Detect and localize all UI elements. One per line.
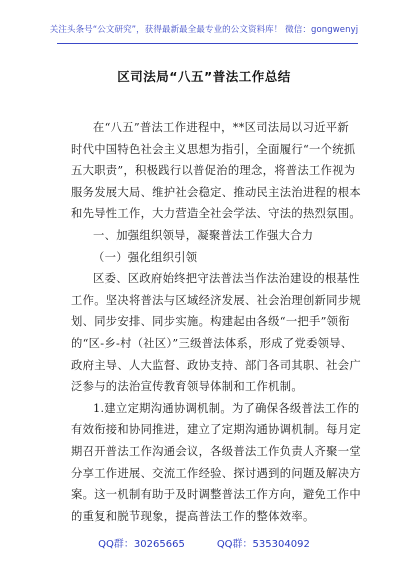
body-line: 一、加强组织领导，凝聚普法工作强大合力 (93, 228, 314, 242)
body-line: 划、同步安排、同步实施。构建起由各级“一把手”领衔 (71, 315, 350, 329)
body-line: 有效衔接和协同推进，建立了定期沟通协调机制。每月定 (71, 423, 361, 437)
body-line: 泛参与的法治宣传教育领导体制和工作机制。 (71, 380, 303, 394)
body-line: 区委、区政府始终把守法普法当作法治建设的根基性 (93, 272, 360, 286)
body-line: 政府主导、人大监督、政协支持、部门各司其职、社会广 (71, 358, 361, 372)
footer-qq-group-2: QQ群：535304092 (216, 539, 310, 550)
body-line: 的重复和脱节现象，提高普法工作的整体效率。 (71, 509, 315, 523)
header-divider (57, 43, 358, 44)
body-line: 服务发展大局、维护社会稳定、推动民主法治进程的根本 (71, 185, 361, 199)
body-line: 案。这一机制有助于及时调整普法工作方向，避免工作中 (71, 488, 361, 502)
body-line: 时代中国特色社会主义思想为指引，全面履行“一个统抓 (71, 142, 356, 156)
body-line: 和先导性工作，大力营造全社会学法、守法的热烈氛围。 (71, 207, 361, 221)
body-line: 的“区-乡-村（社区）”三级普法体系，形成了党委领导、 (71, 336, 353, 350)
footer-contact (0, 535, 408, 550)
body-line: 分享工作进展、交流工作经验、探讨遇到的问题及解决方 (71, 466, 361, 480)
document-body (71, 117, 361, 527)
body-line: （一）强化组织引领 (93, 250, 198, 264)
body-line: 在“八五”普法工作进程中，**区司法局以习近平新 (93, 121, 349, 134)
header-banner: 关注头条号“公文研究”，获得最新最全最专业的公文资料库！ 微信：gongwenyj (49, 25, 359, 35)
document-title: 区司法局“八五”普法工作总结 (117, 69, 291, 84)
body-line: 五大职责”，积极践行以普促治的理念，将普法工作视为 (71, 164, 356, 178)
footer-qq-group-1: QQ群：30265665 (98, 539, 185, 550)
body-line: 期召开普法工作沟通会议，各级普法工作负责人齐聚一堂 (71, 444, 361, 458)
body-line: 工作。坚决将普法与区域经济发展、社会治理创新同步规 (71, 293, 361, 307)
body-line: 1.建立定期沟通协调机制。为了确保各级普法工作的 (93, 401, 360, 415)
